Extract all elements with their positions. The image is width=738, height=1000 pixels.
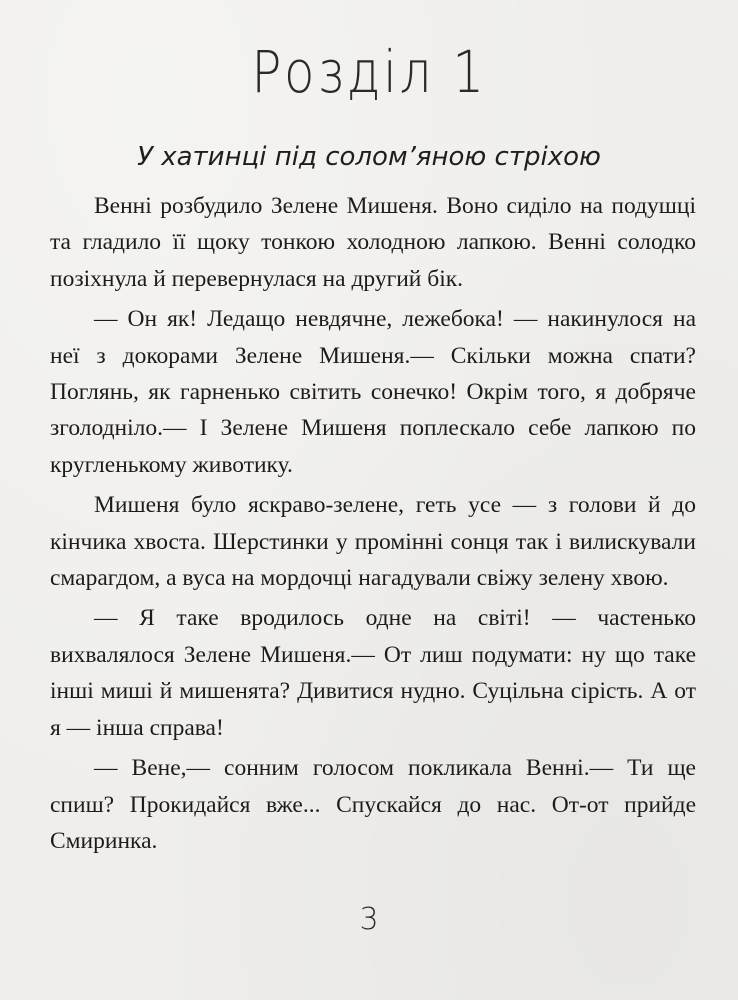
body-text bbox=[50, 188, 696, 863]
paragraph: — Я таке вродилось одне на світі! — частенько вихвалялося Зелене Мишеня.— От лиш подумати: ну що таке інші миші й мишенята? Дивитися нудно. Суцільна сірість. А от я — інша справа! bbox=[50, 605, 696, 741]
paragraph: Мишеня було яскраво-зелене, геть усе — з голови й до кінчика хвоста. Шерстинки у промінні сонця так і вилискували смарагдом, а вуса на мордочці нагадували свіжу зелену хвою. bbox=[50, 492, 696, 592]
chapter-subtitle: У хатинці під солом’яною стріхою bbox=[137, 142, 601, 172]
paragraph: — Вене,— сонним голосом покликала Венні.— Ти ще спиш? Прокидайся вже... Спускайся до нас. От-от прийде Смиринка. bbox=[50, 755, 696, 854]
paragraph: — Он як! Ледащо невдячне, лежебока! — накинулося на неї з докорами Зелене Мишеня.— Скільки можна спати? Поглянь, як гарненько світить сонечко! Окрім того, я добряче зголодніло.— І Зелене Мишеня поплескало себе лапкою по кругленькому животику. bbox=[50, 306, 696, 478]
chapter-heading: Розділ 1 bbox=[251, 38, 487, 106]
paragraph: Венні розбудило Зелене Мишеня. Воно сиділо на подушці та гладило її щоку тонкою холодною лапкою. Венні солодко позіхнула й перевернулася на другий бік. bbox=[50, 193, 696, 292]
page-number: 3 bbox=[359, 902, 379, 937]
